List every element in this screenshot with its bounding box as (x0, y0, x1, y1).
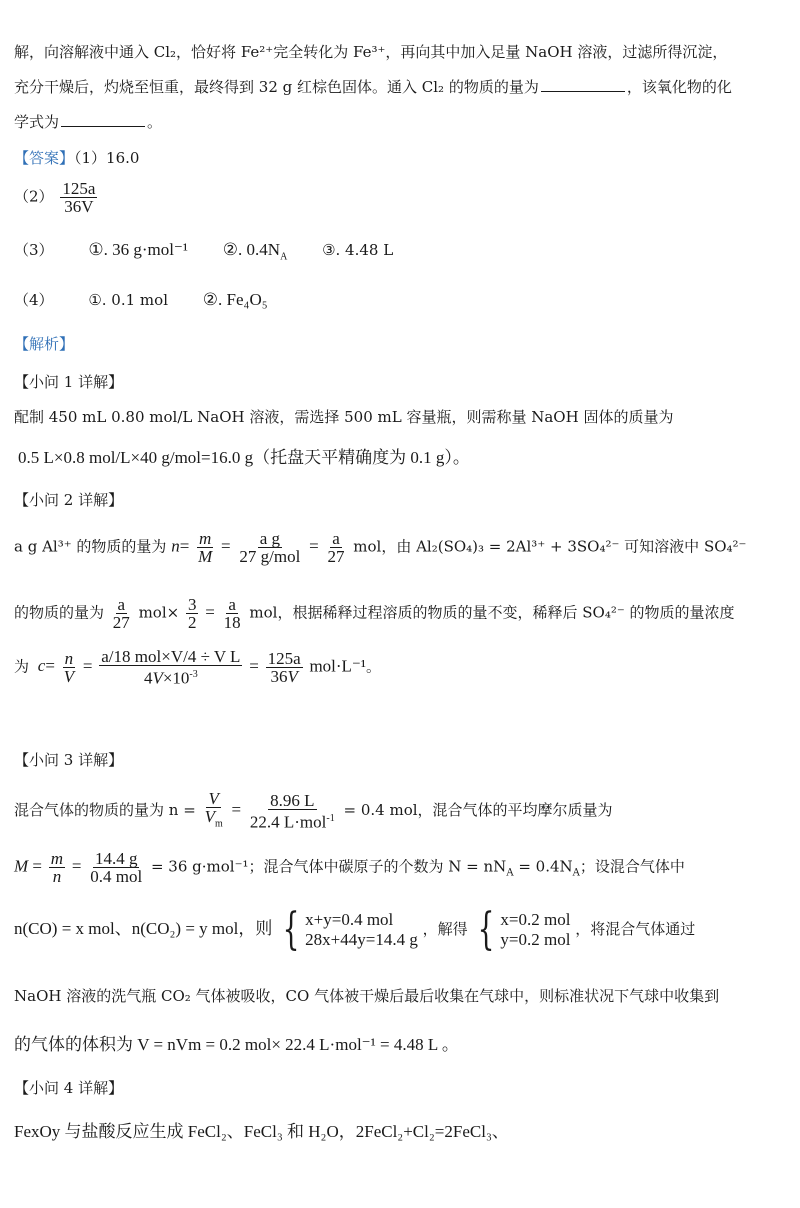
q3-line-3-end: ，将混合气体通过 (575, 920, 696, 938)
answer-2-denominator: 36V (64, 197, 94, 216)
answer-blank-2 (61, 112, 145, 127)
q3-brace-2: { (478, 904, 495, 955)
q2-line-1: a g Al³⁺ 的物质的量为 n= $\frac{m}{M}$ = $\frac{\text{a g}}{\text{27 g/mol}}$ = $\frac{a}{27}$ mol，由 Al₂(SO₄)₃ = 2Al³⁺ + 3SO₄²⁻ 可知溶液中 SO₄²⁻ (14, 529, 747, 566)
answer-3-2 (222, 240, 288, 263)
q3-sol-1: x=0.2 mol (500, 910, 571, 929)
intro-line-3 (14, 112, 162, 132)
answer-3-2-text: ②. 0.4N (222, 240, 281, 259)
q3-frac-V-Vm: $\frac{V}{V_m}$ (204, 789, 223, 830)
answer-2-fraction (60, 180, 97, 215)
q3-line-1-text: 混合气体的物质的量为 n = (14, 801, 196, 820)
q3-frac-m-n: $\frac{m}{n}$ (50, 849, 64, 886)
q2-frac-complex: $\frac{\text{a/18 mol×V/4 ÷ V L}}{4V\times 10^{-3}}$ (101, 647, 241, 688)
answer-4-2: ②. Fe₄O₅ (202, 290, 268, 309)
q2-frac-a27b: $\frac{a}{27}$ (112, 595, 130, 632)
q3-eq-2: 28x+44y=14.4 g (305, 930, 418, 949)
q3-line-2: M = $\frac{m}{n}$ = $\frac{14.4 g}{\text{0.4 mol}}$ = 36 g·mol⁻¹；混合气体中碳原子的个数为 $N = nN_A = 0.4N_A$；设混合气体中 (14, 849, 685, 886)
answer-2-label: （2） (14, 187, 54, 206)
q2-frac-3-2: $\frac{3}{2}$ (187, 595, 197, 632)
q2-frac-n-V: $\frac{n}{V}$ (63, 648, 75, 686)
q2-n-label: n= (171, 536, 190, 556)
answer-2-numerator: 125a (62, 179, 96, 198)
q2-line-1-text: a g Al³⁺ 的物质的量为 (14, 537, 167, 556)
q2-line-2-mid: mol× (138, 603, 180, 622)
answer-3-1: ①. 36 g·mol⁻¹ (88, 240, 188, 259)
q3-frac-896: $\frac{8.96 L}{22.4 L\cdot mol^{-1}}$ (249, 790, 335, 832)
answer-3-3: ③. 4.48 L (322, 241, 394, 259)
answer-1: （1）16.0 (74, 149, 140, 167)
q2-frac-m-M: $\frac{m}{M}$ (198, 529, 213, 566)
q3-eq-1: x+y=0.4 mol (305, 910, 394, 929)
q2-frac-a18: $\frac{a}{18}$ (223, 595, 241, 632)
q2-line-2-end: mol，根据稀释过程溶质的物质的量不变，稀释后 SO₄²⁻ 的物质的量浓度 (249, 603, 735, 622)
answer-4-1: ①. 0.1 mol (88, 291, 168, 309)
q2-frac-ag: $\frac{\text{a g}}{\text{27 g/mol}}$ (239, 529, 301, 566)
q3-line-5: 的气体的体积为 V = nVm = 0.2 mol× 22.4 L·mol⁻¹ = 4.48 L 。 (14, 1035, 459, 1054)
q3-line-3-text: n(CO) = x mol、n(CO₂) = y mol，则 (14, 919, 273, 938)
intro-line-1: 解，向溶解液中通入 Cl₂，恰好将 Fe²⁺完全转化为 Fe³⁺，再向其中加入足量 NaOH 溶液，过滤所得沉淀， (14, 43, 728, 61)
answer-tag: 【答案】 (14, 149, 75, 167)
q1-title: 【小问 1 详解】 (14, 373, 124, 391)
answer-3-2-sub: A (280, 251, 288, 263)
q3-frac-144: $\frac{14.4 g}{\text{0.4 mol}}$ (90, 849, 143, 886)
q3-line-2-text: = 36 g·mol⁻¹；混合气体中碳原子的个数为 N = nN (150, 857, 507, 876)
answer-blank-1 (541, 77, 625, 92)
q2-frac-a27: $\frac{a}{27}$ (327, 529, 345, 566)
q3-brace-1: { (282, 904, 300, 955)
q3-line-4: NaOH 溶液的洗气瓶 CO₂ 气体被吸收，CO 气体被干燥后最后收集在气球中，则标准状况下气球中收集到 (14, 987, 720, 1005)
answer-line-2 (14, 180, 99, 215)
intro-line-2 (14, 77, 732, 97)
q2-unit: mol·L⁻¹ (309, 656, 366, 676)
q3-line-1-end: = 0.4 mol，混合气体的平均摩尔质量为 (343, 801, 613, 820)
intro-line-2-end: ，该氧化物的化 (626, 78, 732, 96)
q2-frac-result: $\frac{125a}{36V}$ (267, 648, 301, 686)
q1-line-2: 0.5 L×0.8 mol/L×40 g/mol=16.0 g（托盘天平精确度为 0.1 g）。 (18, 448, 470, 467)
intro-line-3-end: 。 (147, 113, 163, 131)
answer-line-1 (14, 148, 139, 168)
intro-line-2-text: 充分干燥后，灼烧至恒重，最终得到 32 g 红棕色固体。通入 Cl₂ 的物质的量为 (14, 78, 539, 96)
q2-line-3-end: 。 (366, 657, 382, 676)
q3-line-2-mid: = 0.4N (518, 857, 573, 876)
answer-line-4 (14, 290, 268, 310)
intro-line-3-text: 学式为 (14, 113, 60, 131)
q3-title: 【小问 3 详解】 (14, 751, 124, 769)
answer-4-label: （4） (14, 291, 54, 309)
q2-line-1-end: mol，由 Al₂(SO₄)₃ = 2Al³⁺ + 3SO₄²⁻ 可知溶液中 SO₄²⁻ (353, 537, 747, 556)
q3-line-3-mid: ，解得 (422, 920, 468, 938)
q3-line-2-end: ；设混合气体中 (579, 857, 685, 876)
q2-line-3: 为 c= $\frac{n}{V}$ = $\frac{\text{a/18 mol×V/4 ÷ V L}}{4V\times 10^{-3}}$ = $\frac{125a}{36V}$ mol·L⁻¹。 (14, 647, 382, 688)
q1-line-1: 配制 450 mL 0.80 mol/L NaOH 溶液，需选择 500 mL 容量瓶，则需称量 NaOH 固体的质量为 (14, 408, 674, 426)
q2-line-2-text: 的物质的量为 (14, 603, 105, 622)
q2-line-2: 的物质的量为 $\frac{a}{27}$ mol× $\frac{3}{2}$ = $\frac{a}{18}$ mol，根据稀释过程溶质的物质的量不变，稀释后 SO₄²⁻ 的物质的量浓度 (14, 595, 735, 632)
q3-line-1: 混合气体的物质的量为 n = $\frac{V}{V_m}$ = $\frac{8.96 L}{22.4 L\cdot mol^{-1}}$ = 0.4 mol，混合气体的平均摩尔质量为 (14, 789, 613, 832)
answer-3-label: （3） (14, 241, 54, 259)
q2-line-3-prefix: 为 (14, 657, 30, 676)
analysis-tag: 【解析】 (14, 335, 75, 353)
q3-M-label: M = (14, 856, 43, 876)
q3-sol-2: y=0.2 mol (500, 930, 571, 949)
q2-title: 【小问 2 详解】 (14, 491, 124, 509)
answer-line-3 (14, 240, 393, 267)
q3-system (305, 910, 418, 950)
q3-line-3 (14, 904, 696, 955)
q3-solution (500, 910, 570, 950)
q2-c-label: c= (37, 656, 55, 676)
q4-title: 【小问 4 详解】 (14, 1079, 124, 1097)
q4-line-1: FexOy 与盐酸反应生成 FeCl₂、FeCl₃ 和 H₂O，2FeCl₂+Cl₂=2FeCl₃、 (14, 1122, 509, 1141)
